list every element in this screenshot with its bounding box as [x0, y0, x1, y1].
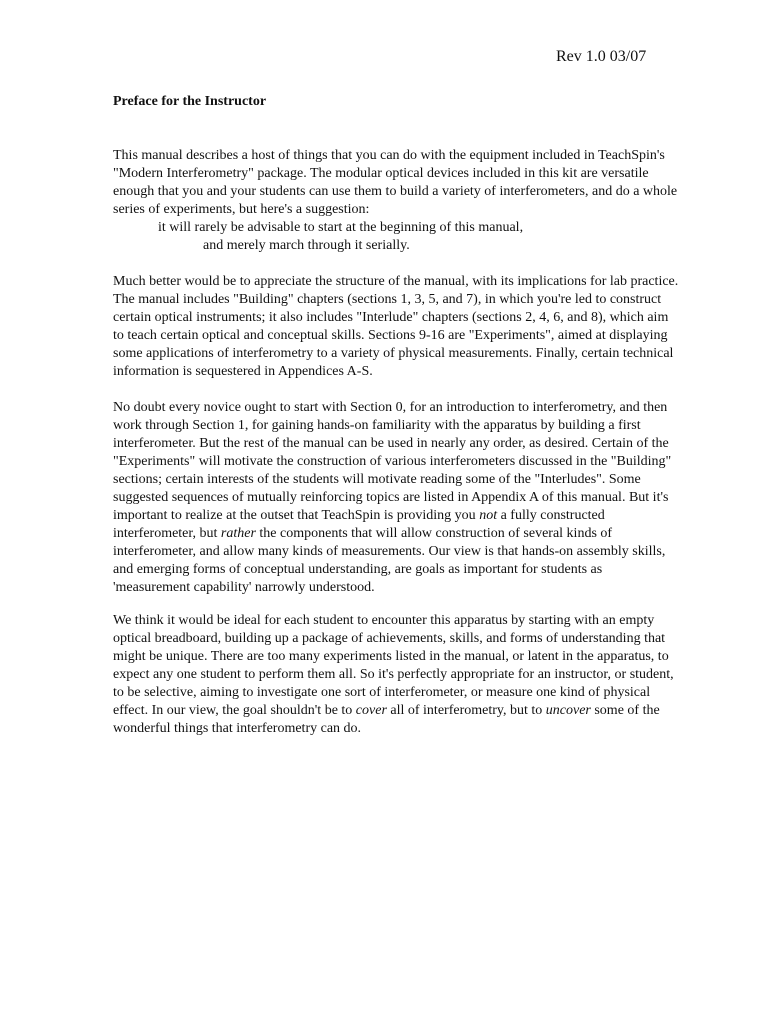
- text-segment: a fully constructed: [497, 508, 605, 523]
- text-line: work through Section 1, for gaining hands-on familiarity with the apparatus by building a first: [113, 418, 641, 433]
- text-line: [113, 525, 671, 543]
- text-segment: important to realize at the outset that TeachSpin is providing you: [113, 508, 476, 523]
- text-line: some applications of interferometry to a variety of physical measurements. Finally, certain technical: [113, 346, 674, 361]
- text-segment: interferometer, but: [113, 526, 221, 541]
- text-line: [113, 507, 671, 525]
- paragraph-ideal: [113, 612, 674, 738]
- text-line: wonderful things that interferometry can do.: [113, 721, 362, 736]
- text-line: The manual includes "Building" chapters (sections 1, 3, 5, and 7), in which you're led to construct: [113, 292, 662, 307]
- text-line: "Experiments" will motivate the construction of various interferometers discussed in the "Building": [113, 454, 672, 469]
- text-line: series of experiments, but here's a suggestion:: [113, 202, 370, 217]
- paragraph-intro: [113, 147, 677, 255]
- text-line: to teach certain optical and conceptual skills. Sections 9-16 are "Experiments", aimed at displaying: [113, 328, 668, 343]
- text-line: to be selective, aiming to investigate one sort of interferometer, or measure one kind of physical: [113, 685, 651, 700]
- text-line: Much better would be to appreciate the structure of the manual, with its implications for lab practice.: [113, 274, 679, 289]
- text-segment: all of interferometry, but to: [386, 703, 546, 718]
- text-line: information is sequestered in Appendices A-S.: [113, 364, 373, 379]
- text-segment: effect. In our view, the goal shouldn't be to: [113, 703, 356, 718]
- text-line: No doubt every novice ought to start with Section 0, for an introduction to interferometry, and then: [113, 400, 668, 415]
- text-line: optical breadboard, building up a package of achievements, skills, and forms of understanding that: [113, 631, 666, 646]
- text-segment: the components that will allow construction of several kinds of: [255, 526, 613, 541]
- paragraph-order: [113, 399, 671, 597]
- suggestion-line: and merely march through it serially.: [203, 238, 410, 253]
- text-line: sections; certain interests of the students will motivate reading some of the "Interludes". Some: [113, 472, 641, 487]
- text-segment: some of the: [590, 703, 660, 718]
- emphasis-text: uncover: [545, 703, 591, 718]
- page-title: Preface for the Instructor: [113, 94, 267, 109]
- revision-label: Rev 1.0 03/07: [556, 48, 647, 65]
- text-line: interferometer, and allow many kinds of measurements. Our view is that hands-on assembly skills,: [113, 544, 666, 559]
- paragraph-structure: [113, 273, 678, 381]
- text-line: and emerging forms of conceptual understanding, are goals as important for students as: [113, 562, 603, 577]
- emphasis-text: rather: [220, 526, 256, 541]
- text-line: certain optical instruments; it also includes "Interlude" chapters (sections 2, 4, 6, and 8), which aim: [113, 310, 669, 325]
- emphasis-text: not: [479, 508, 498, 523]
- text-line: interferometer. But the rest of the manual can be used in nearly any order, as desired. Certain of the: [113, 436, 669, 451]
- suggestion-line: it will rarely be advisable to start at the beginning of this manual,: [158, 220, 524, 235]
- text-line: enough that you and your students can use them to build a variety of interferometers, and do a whole: [113, 184, 678, 199]
- text-line: We think it would be ideal for each student to encounter this apparatus by starting with an empty: [113, 613, 655, 628]
- text-line: [113, 702, 674, 720]
- text-line: expect any one student to perform them all. So it's perfectly appropriate for an instructor, or student,: [113, 667, 674, 682]
- text-line: "Modern Interferometry" package. The modular optical devices included in this kit are versatile: [113, 166, 649, 181]
- text-line: might be unique. There are too many experiments listed in the manual, or latent in the apparatus, to: [113, 649, 669, 664]
- text-line: This manual describes a host of things that you can do with the equipment included in TeachSpin's: [113, 148, 665, 163]
- text-line: suggested sequences of mutually reinforcing topics are listed in Appendix A of this manual. But it's: [113, 490, 669, 505]
- text-line: 'measurement capability' narrowly understood.: [113, 580, 375, 595]
- emphasis-text: cover: [355, 703, 387, 718]
